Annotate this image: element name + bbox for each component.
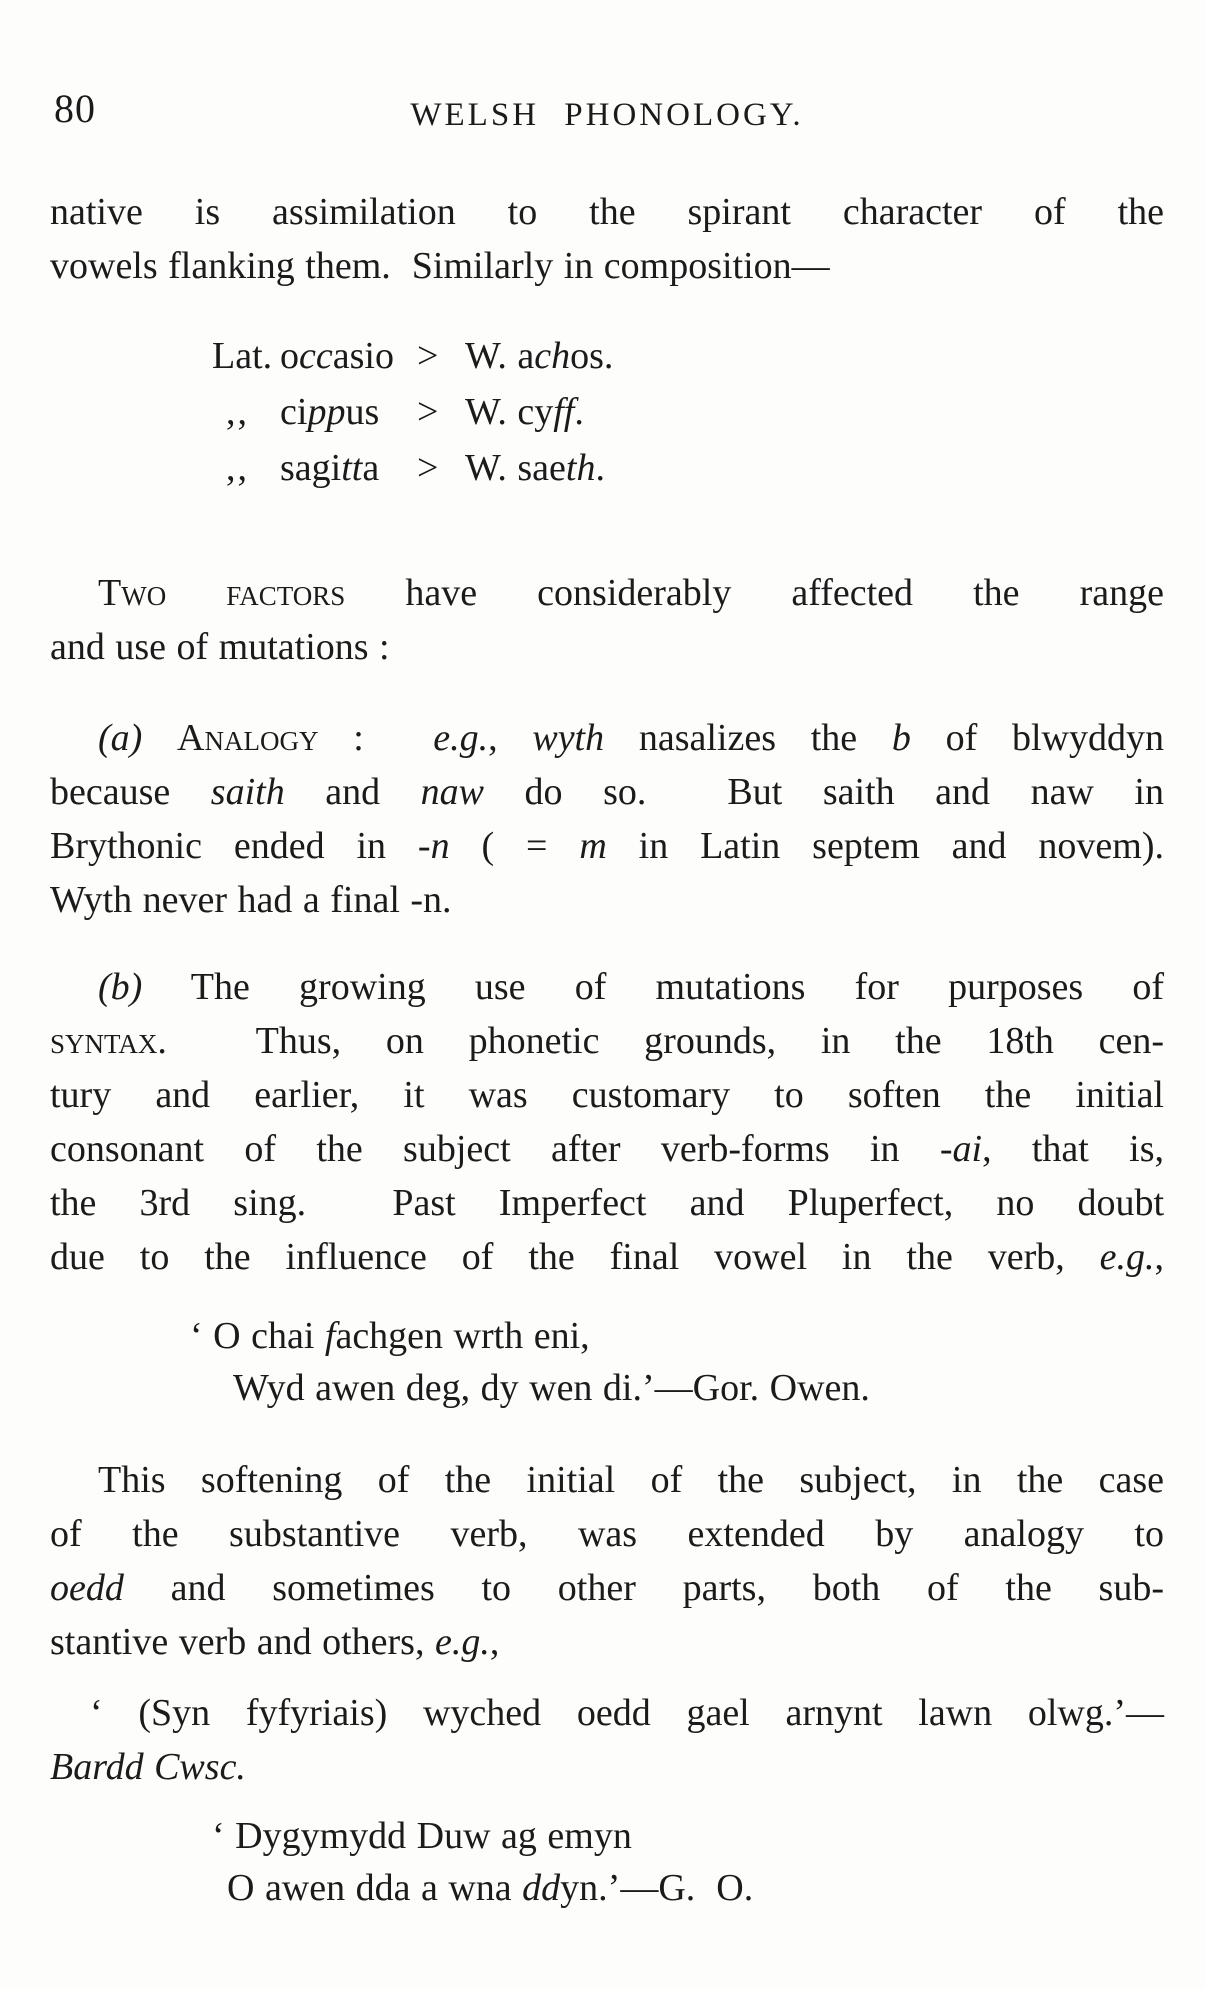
text-run: vowels flanking them. Similarly in composition— xyxy=(50,245,830,287)
examples-table xyxy=(212,328,1164,496)
text-line xyxy=(50,960,1164,1014)
text-run: This softening of the initial of the subject, in the case xyxy=(98,1459,1164,1501)
paragraph-syntax xyxy=(50,960,1164,1284)
verse-quote-gor-owen xyxy=(50,1310,1164,1414)
paragraph-intro xyxy=(50,185,1164,293)
paragraph-softening xyxy=(50,1453,1164,1669)
text-run: have considerably affected the range xyxy=(345,572,1164,614)
text-line xyxy=(50,765,1164,819)
example-source-word xyxy=(280,384,415,440)
text-run: stantive verb and others, xyxy=(50,1621,435,1663)
text-run: and sometimes to other parts, both of the sub- xyxy=(123,1567,1164,1609)
text-run: nasalizes the xyxy=(604,717,892,759)
text-run: Brythonic ended in xyxy=(50,825,418,867)
text-run: us xyxy=(345,391,380,433)
italic-run: (b) xyxy=(98,966,143,1008)
italic-run: wyth xyxy=(532,717,605,759)
text-line xyxy=(50,185,1164,239)
text-line xyxy=(50,1453,1164,1507)
text-line xyxy=(50,620,1164,674)
text-run: . xyxy=(574,391,584,433)
text-line xyxy=(50,1122,1164,1176)
text-run: Thus, on phonetic grounds, in the 18th cen- xyxy=(166,1020,1164,1062)
text-line xyxy=(50,1561,1164,1615)
verse-quote-g-o xyxy=(50,1810,1164,1914)
smallcaps-run: syntax. xyxy=(50,1020,167,1062)
italic-run: cc xyxy=(299,335,333,377)
text-run: O awen dda a wna xyxy=(227,1867,523,1909)
italic-run: (a) xyxy=(98,717,143,759)
example-source-word xyxy=(280,328,415,384)
running-title: WELSH PHONOLOGY. xyxy=(410,97,804,133)
text-run: W. cy xyxy=(465,391,554,433)
text-run: The growing use of mutations for purposes of xyxy=(142,966,1164,1008)
text-line xyxy=(50,1740,1164,1794)
text-run: asio xyxy=(332,335,394,377)
text-line xyxy=(50,873,1164,927)
text-run: in Latin septem and novem). xyxy=(606,825,1164,867)
derives-to-symbol: > xyxy=(417,391,439,433)
text-run: ci xyxy=(280,391,308,433)
italic-run: ff xyxy=(553,391,575,433)
derives-to-symbol: > xyxy=(417,335,439,377)
example-result-word xyxy=(465,440,1164,496)
text-line xyxy=(50,1176,1164,1230)
example-row xyxy=(212,384,1164,440)
italic-run: e.g. xyxy=(433,717,489,759)
text-line xyxy=(50,819,1164,873)
example-row xyxy=(212,328,1164,384)
paragraph-analogy xyxy=(50,711,1164,927)
text-run: and xyxy=(284,771,421,813)
italic-run: Bardd Cwsc. xyxy=(50,1746,246,1788)
text-run: sagi xyxy=(280,447,342,489)
paragraph-two-factors xyxy=(50,566,1164,674)
text-run: achgen wrth eni, xyxy=(335,1315,590,1357)
text-run: the 3rd sing. Past Imperfect and Pluperfect, no doubt xyxy=(50,1182,1164,1224)
text-run xyxy=(142,717,177,759)
text-run: : xyxy=(318,717,434,759)
text-run: W. a xyxy=(465,335,535,377)
text-run: Wyth never had a final -n. xyxy=(50,879,452,921)
text-run: tury and earlier, it was customary to soften the initial xyxy=(50,1074,1164,1116)
text-line xyxy=(50,566,1164,620)
text-line xyxy=(50,1615,1164,1669)
text-run: ‘ (Syn fyfyriais) wyched oedd gael arnynt lawn olwg.’— xyxy=(90,1692,1164,1734)
text-run: . xyxy=(595,447,605,489)
quote-bardd-cwsc xyxy=(50,1686,1164,1794)
text-run: due to the influence of the final vowel in the verb, xyxy=(50,1236,1100,1278)
ditto-mark: ,, xyxy=(226,391,249,433)
text-line xyxy=(50,711,1164,765)
italic-run: m xyxy=(579,825,607,867)
ditto-mark: ,, xyxy=(226,447,249,489)
italic-run: f xyxy=(324,1315,336,1357)
italic-run: oedd xyxy=(50,1567,124,1609)
italic-run: -n xyxy=(417,825,450,867)
text-line xyxy=(190,1310,1164,1362)
italic-run: naw xyxy=(420,771,484,813)
italic-run: tt xyxy=(341,447,363,489)
text-run: os. xyxy=(570,335,614,377)
text-line xyxy=(50,1507,1164,1561)
text-run: Wyd awen deg, dy wen di.’—Gor. Owen. xyxy=(233,1367,870,1409)
page-number: 80 xyxy=(54,86,96,131)
text-run: do so. But saith and naw in xyxy=(484,771,1164,813)
italic-run: saith xyxy=(210,771,285,813)
text-run: ( = xyxy=(449,825,580,867)
italic-run: dd xyxy=(522,1867,561,1909)
text-run: ‘ Dygymydd Duw ag emyn xyxy=(212,1815,632,1857)
example-source-word xyxy=(280,440,415,496)
text-run: , xyxy=(488,717,533,759)
text-line xyxy=(212,1810,1164,1862)
example-result-word xyxy=(465,384,1164,440)
page-header xyxy=(50,86,1164,132)
text-run: because xyxy=(50,771,211,813)
text-run: yn.’—G. O. xyxy=(560,1867,754,1909)
italic-run: b xyxy=(891,717,911,759)
text-line xyxy=(50,1014,1164,1068)
italic-run: e.g. xyxy=(434,1621,490,1663)
text-run: W. sae xyxy=(465,447,566,489)
text-line xyxy=(50,1230,1164,1284)
italic-run: pp xyxy=(307,391,346,433)
text-line xyxy=(50,1068,1164,1122)
italic-run: e.g. xyxy=(1099,1236,1155,1278)
text-run: , xyxy=(489,1621,500,1663)
text-run: , xyxy=(1154,1236,1164,1278)
text-line xyxy=(227,1862,1164,1914)
text-run: of the substantive verb, was extended by analogy to xyxy=(50,1513,1164,1555)
derives-to-symbol: > xyxy=(417,447,439,489)
italic-run: -ai xyxy=(939,1128,983,1170)
text-line xyxy=(50,239,1164,293)
text-line xyxy=(233,1362,1164,1414)
smallcaps-run: Analogy xyxy=(177,717,319,759)
text-run: consonant of the subject after verb-forms in xyxy=(50,1128,940,1170)
text-run: ‘ O chai xyxy=(190,1315,325,1357)
text-run: of blwyddyn xyxy=(910,717,1165,759)
italic-run: ch xyxy=(534,335,571,377)
text-run: a xyxy=(362,447,380,489)
text-run: and use of mutations : xyxy=(50,626,390,668)
example-language-label: Lat. xyxy=(212,335,273,377)
italic-run: th xyxy=(565,447,596,489)
text-run: , that is, xyxy=(982,1128,1164,1170)
text-run: native is assimilation to the spirant character of the xyxy=(50,191,1164,233)
text-line xyxy=(50,1686,1164,1740)
text-run: o xyxy=(280,335,299,377)
example-result-word xyxy=(465,328,1164,384)
smallcaps-run: Two factors xyxy=(98,572,346,614)
example-row xyxy=(212,440,1164,496)
